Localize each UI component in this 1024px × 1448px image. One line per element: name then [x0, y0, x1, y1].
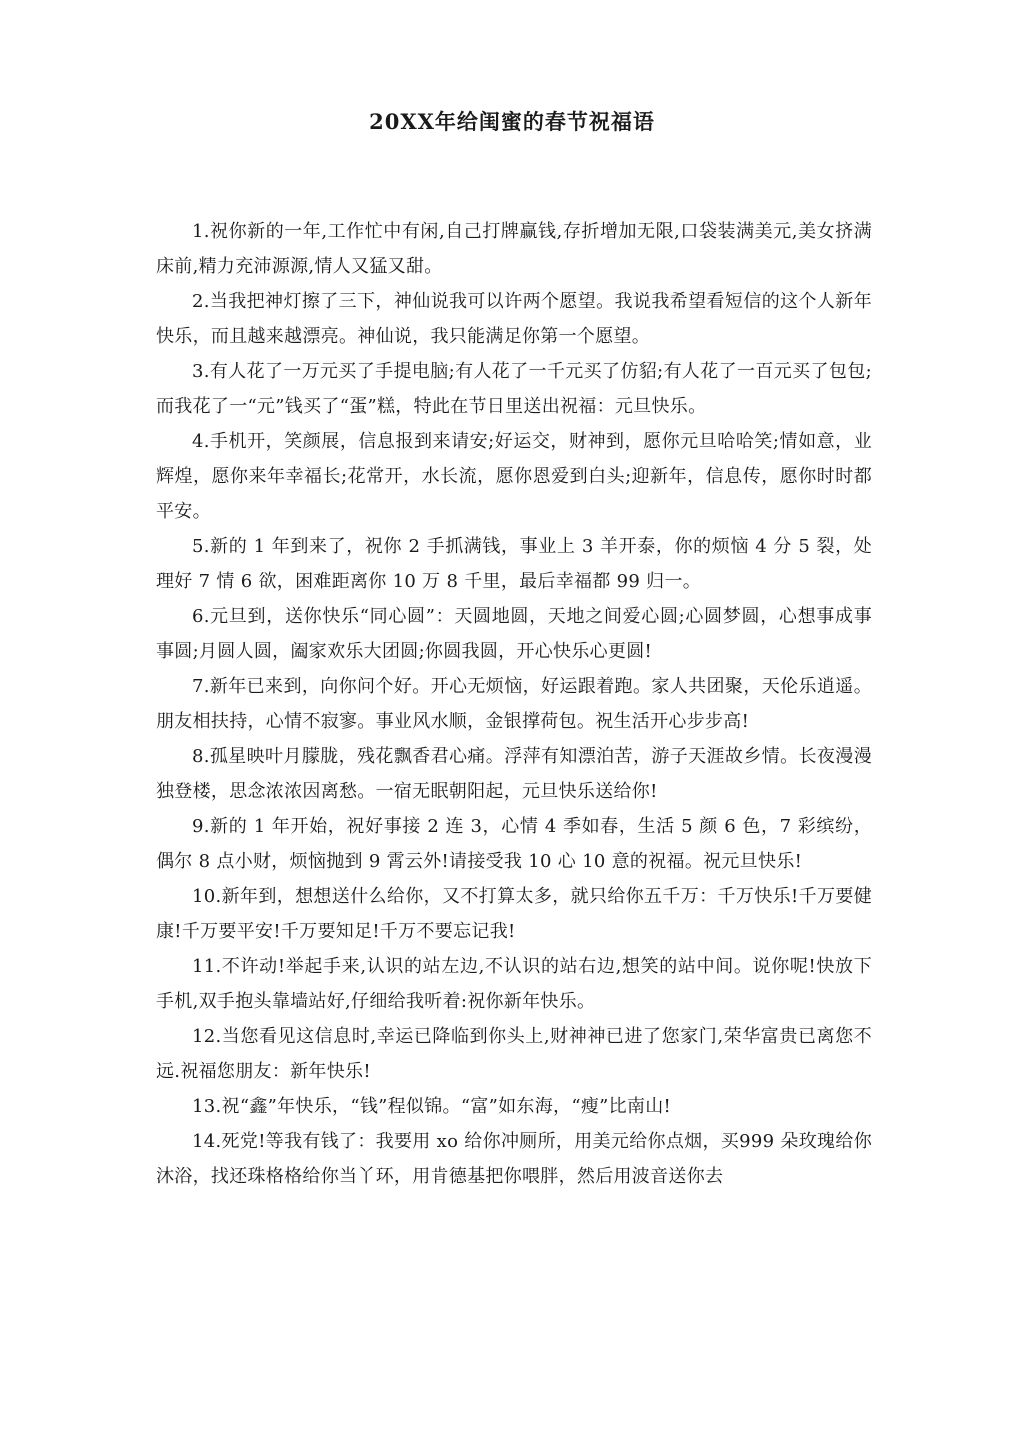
blessing-paragraph-10: 10.新年到，想想送什么给你，又不打算太多，就只给你五千万：千万快乐!千万要健康!千万要平安!千万要知足!千万不要忘记我!: [156, 886, 872, 942]
blessing-paragraph-1: 1.祝你新的一年,工作忙中有闲,自己打牌赢钱,存折增加无限,口袋装满美元,美女挤满床前,精力充沛源源,情人又猛又甜。: [156, 221, 872, 277]
document-body: [156, 214, 872, 1194]
blessing-paragraph-14: 14.死党!等我有钱了：我要用 xo 给你冲厕所，用美元给你点烟，买999 朵玫瑰给你沐浴，找还珠格格给你当丫环，用肯德基把你喂胖，然后用波音送你去: [156, 1131, 872, 1187]
blessing-paragraph-12: 12.当您看见这信息时,幸运已降临到你头上,财神神已进了您家门,荣华富贵已离您不远.祝福您朋友：新年快乐!: [156, 1026, 872, 1082]
blessing-paragraph-4: 4.手机开，笑颜展，信息报到来请安;好运交，财神到，愿你元旦哈哈笑;情如意，业辉煌，愿你来年幸福长;花常开，水长流，愿你恩爱到白头;迎新年，信息传，愿你时时都平安。: [156, 431, 872, 522]
blessing-paragraph-2: 2.当我把神灯擦了三下，神仙说我可以许两个愿望。我说我希望看短信的这个人新年快乐，而且越来越漂亮。神仙说，我只能满足你第一个愿望。: [156, 291, 872, 347]
blessing-paragraph-11: 11.不许动!举起手来,认识的站左边,不认识的站右边,想笑的站中间。说你呢!快放下手机,双手抱头靠墙站好,仔细给我听着:祝你新年快乐。: [156, 956, 872, 1012]
blessing-paragraph-3: 3.有人花了一万元买了手提电脑;有人花了一千元买了仿貂;有人花了一百元买了包包;而我花了一“元”钱买了“蛋”糕，特此在节日里送出祝福：元旦快乐。: [156, 361, 872, 417]
blessing-paragraph-6: 6.元旦到，送你快乐“同心圆”：天圆地圆，天地之间爱心圆;心圆梦圆，心想事成事事圆;月圆人圆，阖家欢乐大团圆;你圆我圆，开心快乐心更圆!: [156, 606, 872, 662]
blessing-paragraph-13: 13.祝“鑫”年快乐，“钱”程似锦。“富”如东海，“瘦”比南山!: [192, 1096, 672, 1117]
document-title: 20XX年给闺蜜的春节祝福语: [369, 109, 655, 134]
blessing-paragraph-5: 5.新的 1 年到来了，祝你 2 手抓满钱，事业上 3 羊开泰，你的烦恼 4 分 5 裂，处理好 7 情 6 欲，困难距离你 10 万 8 千里，最后幸福都 99 归一。: [156, 536, 872, 592]
blessing-paragraph-7: 7.新年已来到，向你问个好。开心无烦恼，好运跟着跑。家人共团聚，天伦乐逍遥。朋友相扶持，心情不寂寥。事业风水顺，金银撑荷包。祝生活开心步步高!: [156, 676, 872, 732]
blessing-paragraph-9: 9.新的 1 年开始，祝好事接 2 连 3，心情 4 季如春，生活 5 颜 6 色，7 彩缤纷，偶尔 8 点小财，烦恼抛到 9 霄云外!请接受我 10 心 10 意的祝福。祝元旦快乐!: [156, 816, 872, 872]
blessing-paragraph-8: 8.孤星映叶月朦胧，残花飘香君心痛。浮萍有知漂泊苦，游子天涯故乡情。长夜漫漫独登楼，思念浓浓因离愁。一宿无眠朝阳起，元旦快乐送给你!: [156, 746, 872, 802]
